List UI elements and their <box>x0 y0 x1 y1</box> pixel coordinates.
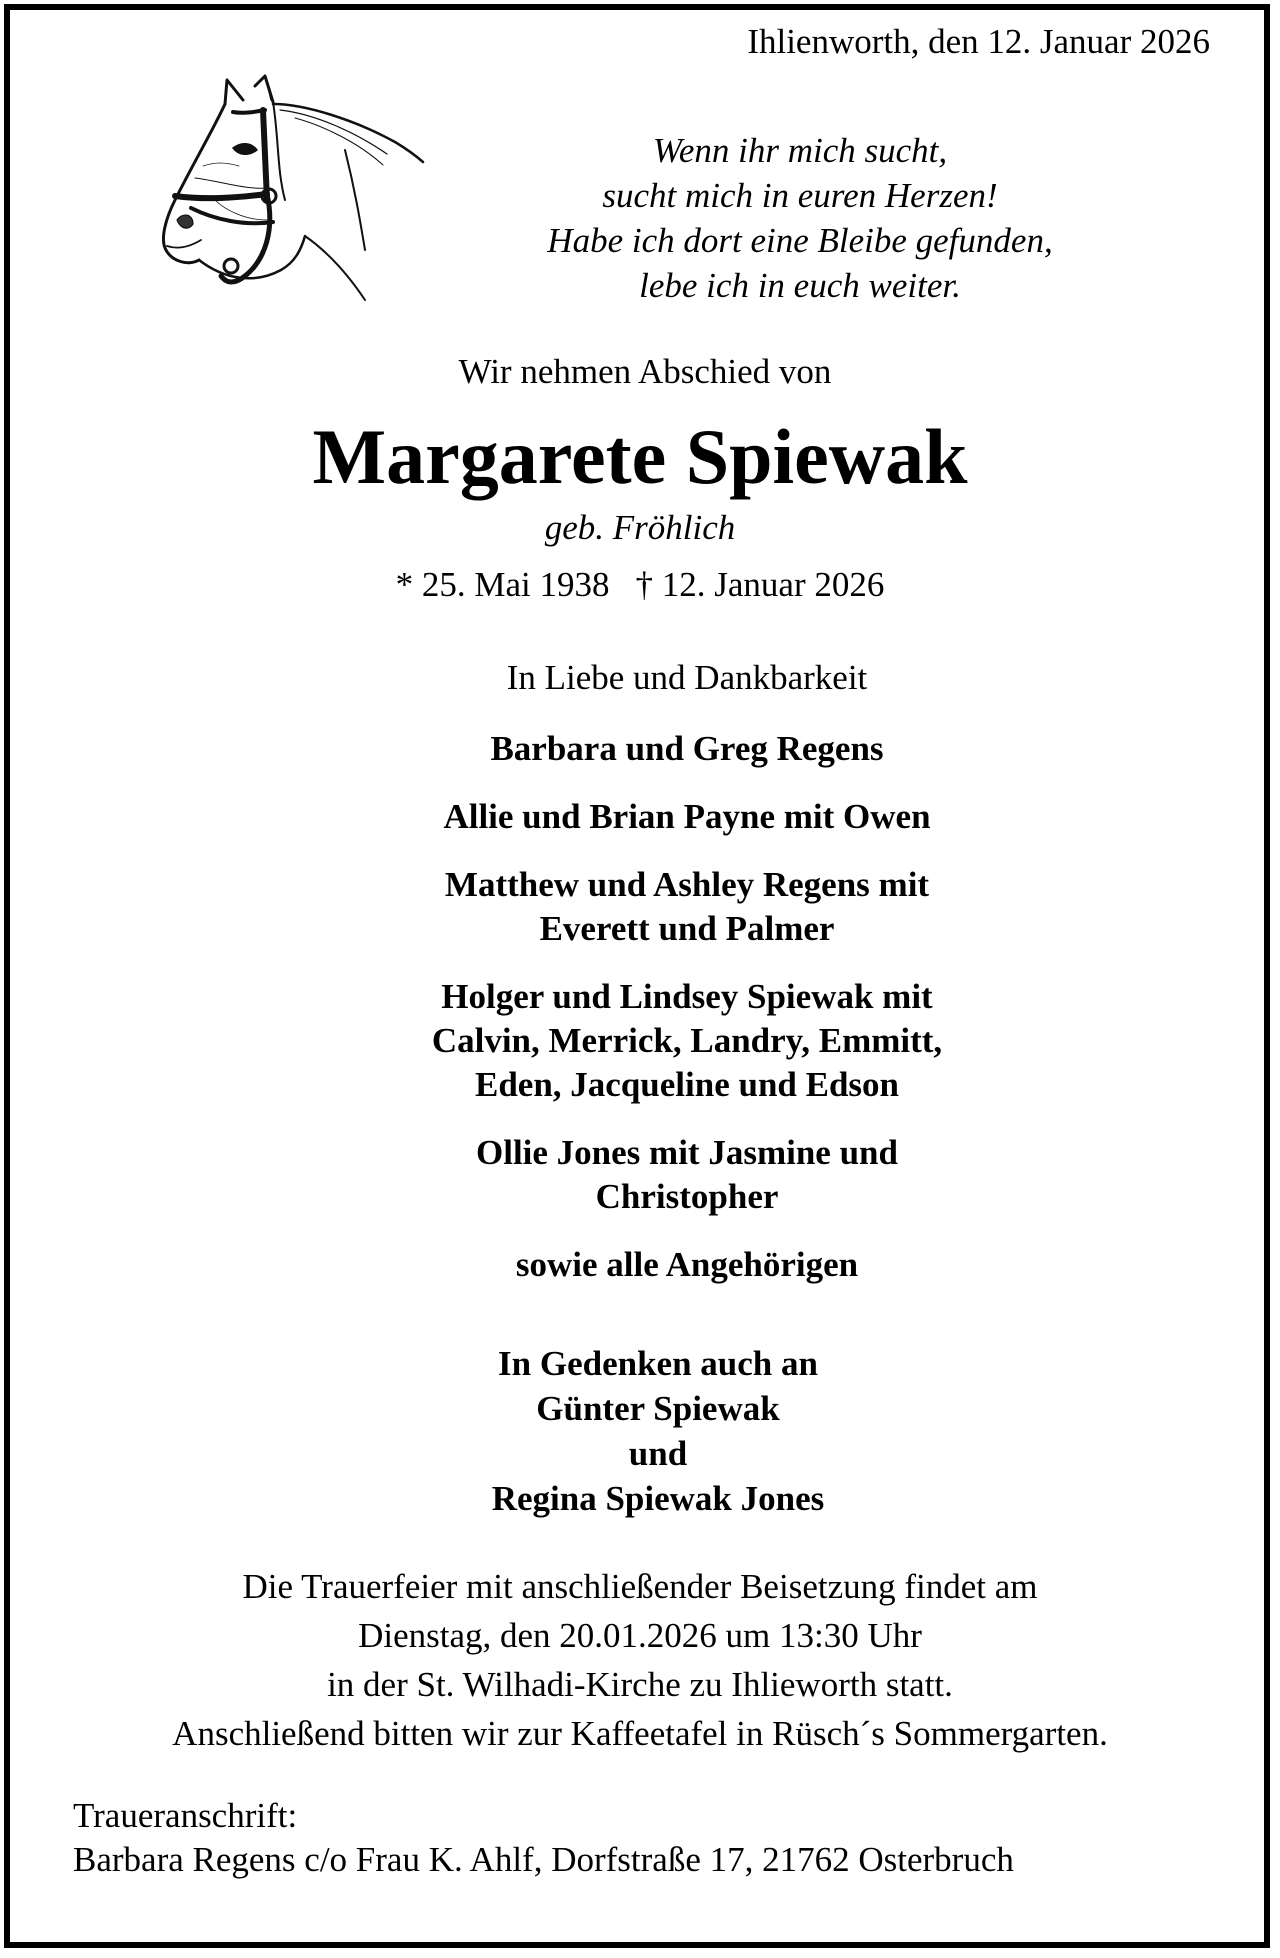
service-line: Dienstag, den 20.01.2026 um 13:30 Uhr <box>358 1616 922 1655</box>
mourner-group <box>0 1131 1280 1219</box>
mourner-line: Ollie Jones mit Jasmine und <box>476 1133 898 1172</box>
service-info <box>0 1562 1280 1758</box>
address-label: Traueranschrift: <box>73 1796 298 1835</box>
life-dates <box>0 565 1280 605</box>
mourner-line: Allie und Brian Payne mit Owen <box>443 797 931 836</box>
service-line: Die Trauerfeier mit anschließender Beisetzung findet am <box>242 1567 1038 1606</box>
mourner-line: Calvin, Merrick, Landry, Emmitt, <box>431 1021 943 1060</box>
mourning-address <box>73 1794 1014 1882</box>
mourner-line: Holger und Lindsey Spiewak mit <box>441 977 933 1016</box>
death-date: † 12. Januar 2026 <box>635 565 885 604</box>
mourner-group <box>0 1243 1280 1287</box>
poem <box>500 128 1100 308</box>
farewell-intro: Wir nehmen Abschied von <box>458 352 832 391</box>
mourner-group <box>0 863 1280 951</box>
memorial-name: Günter Spiewak <box>536 1389 780 1428</box>
address-value: Barbara Regens c/o Frau K. Ahlf, Dorfstraße 17, 21762 Osterbruch <box>73 1840 1014 1879</box>
birth-date: * 25. Mai 1938 <box>395 565 610 604</box>
poem-line: Habe ich dort eine Bleibe gefunden, <box>547 221 1053 260</box>
mourners-intro: In Liebe und Dankbarkeit <box>506 658 868 697</box>
memorial-intro: In Gedenken auch an <box>498 1344 818 1383</box>
mourner-list <box>0 727 1280 1311</box>
horse-head-icon <box>155 70 465 320</box>
place-date: Ihlienworth, den 12. Januar 2026 <box>747 22 1210 61</box>
mourner-line: Christopher <box>595 1177 779 1216</box>
mourner-group <box>0 795 1280 839</box>
maiden-name: geb. Fröhlich <box>544 508 736 547</box>
memorial-name: Regina Spiewak Jones <box>491 1479 825 1518</box>
poem-line: lebe ich in euch weiter. <box>639 266 961 305</box>
mourner-group <box>0 727 1280 771</box>
mourner-line: Barbara und Greg Regens <box>490 729 884 768</box>
mourner-line: Eden, Jacqueline und Edson <box>474 1065 900 1104</box>
deceased-name: Margarete Spiewak <box>312 413 968 500</box>
mourner-line: Everett und Palmer <box>539 909 835 948</box>
memorial-conjunction: und <box>628 1434 688 1473</box>
mourner-group <box>0 975 1280 1107</box>
poem-line: sucht mich in euren Herzen! <box>602 176 998 215</box>
poem-line: Wenn ihr mich sucht, <box>652 131 948 170</box>
service-line: in der St. Wilhadi-Kirche zu Ihlieworth statt. <box>327 1665 953 1704</box>
service-line: Anschließend bitten wir zur Kaffeetafel in Rüsch´s Sommergarten. <box>172 1714 1108 1753</box>
mourner-line: sowie alle Angehörigen <box>515 1245 859 1284</box>
mourner-line: Matthew und Ashley Regens mit <box>444 865 930 904</box>
memorial-block <box>0 1341 1280 1521</box>
